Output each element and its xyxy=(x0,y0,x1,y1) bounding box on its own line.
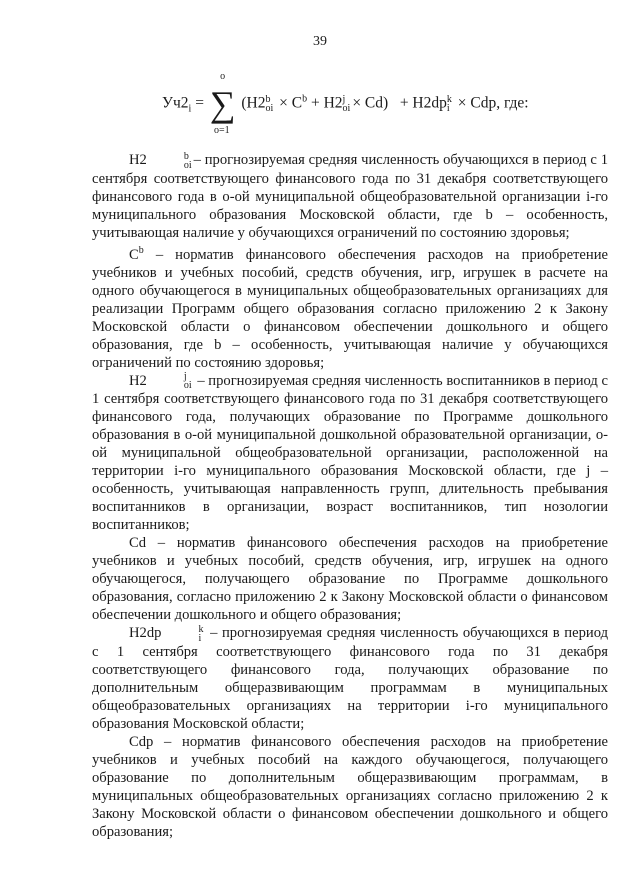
formula-plus2: + Н2dp xyxy=(399,94,447,112)
definition-paragraph: Cdp – норматив финансового обеспечения расходов на приобретение учебников и учебных пособий на каждого обучающегося, получающего образование по дополнительным общеразвивающим программам, в муниципальных общеобразовательных организациях согласно приложению 2 к Закону Московской области о финансовом обеспечении дошкольного и общего образования; xyxy=(92,733,608,840)
formula-term1-mid: × C xyxy=(279,94,303,112)
formula-lhs-index: i xyxy=(188,103,192,115)
term3-sup: k xyxy=(446,94,452,105)
definitions-list xyxy=(92,151,608,841)
sum-lower-limit: o=1 xyxy=(213,125,230,136)
definition-paragraph: Cd – норматив финансового обеспечения расходов на приобретение учебников и учебных пособий, средств обучения, игр, игрушек на одного обучающегося, получающего образование по Программе дошкольного образования, согласно приложению 2 к Закону Московской области о финансовом обеспечении дошкольного и общего образования; xyxy=(92,535,608,624)
page-number: 39 xyxy=(313,34,327,49)
definition-paragraph: $C^b$ – норматив финансового обеспечения расходов на приобретение учебников и учебных пособий, средств обучения, игр, игрушек в расчете на одного обучающегося в муниципальных общеобразовательных организациях для реализации Программ общего образования согласно приложению 2 к Закону Московской области о финансовом обеспечении дошкольного и общего образования, где b – особенность, учитывающая наличие у обучающихся ограничений по состоянию здоровья; xyxy=(92,244,608,371)
definition-paragraph: Н2 b oi – прогнозируемая средняя численность обучающихся в период с 1 сентября соответствующего финансового года по 31 декабря соответствующего финансового года в о-ой муниципальной общеобразовательной организации i-го муниципального образования Московской области, где b – особенность, учитывающая наличие у обучающихся ограничений по состоянию здоровья; xyxy=(92,150,608,241)
term3-sub: i xyxy=(446,103,450,114)
term2-sub: oi xyxy=(342,103,351,114)
summation-sign: ∑ o o=1 xyxy=(210,86,236,122)
formula-term3-tail: × Cdp, где: xyxy=(457,94,529,112)
definition-paragraph: Н2 j oi – прогнозируемая средняя численность воспитанников в период с 1 сентября соответствующего финансового года по 31 декабря соответствующего финансового года, получающих образование по Программе дошкольного образования в о-ой муниципальной дошкольной образовательной организации, о-ой муниципальной общеобразовательной организации, расположенной на территории i-го муниципального образования Московской области, где j – особенность, учитывающая направленность групп, длительность пребывания воспитанников в организации, возраст воспитанников, тип нозологии воспитанников; xyxy=(92,371,608,534)
term2-sup: j xyxy=(342,94,346,105)
formula-term1: (Н2 xyxy=(241,94,266,112)
term1-sub: oi xyxy=(265,103,274,114)
formula-plus1: + Н2 xyxy=(310,94,343,112)
term1-sup: b xyxy=(265,94,271,105)
term1-c-sup: b xyxy=(302,93,308,105)
definition-paragraph: Н2dp k i – прогнозируемая средняя численность обучающихся в период с 1 сентября соответствующего финансового года по 31 декабря соответствующего финансового года, получающих образование по дополнительным общеразвивающим программам в муниципальных общеобразовательных организациях на территории i-го муниципального образования Московской области; xyxy=(92,623,608,732)
formula: $Уч2_i$ = ∑ o o=1 (Н2 b oi × $C^b + Н2$ j oi × Cd) + Н2dp k i × Cdp, где: xyxy=(162,71,529,136)
sum-upper-limit: o xyxy=(220,71,226,82)
formula-term2-close: × Cd) xyxy=(352,94,389,112)
formula-lhs: Уч2 xyxy=(162,94,189,112)
